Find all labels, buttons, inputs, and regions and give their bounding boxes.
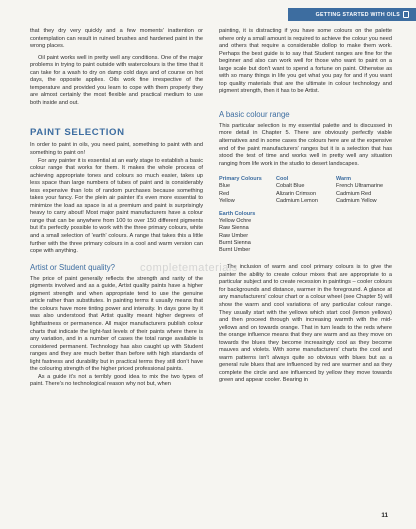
watermark: completematerials — [140, 262, 238, 274]
left-column — [30, 28, 203, 389]
left-paragraph-6: As a guide it's not a terribly good idea to mix the two types of paint. There's no technological reason why not but, when — [30, 373, 203, 388]
left-paragraph-1: that they dry very quickly and a few moments' inattention or contemplation can result in ruined brushes and hardened paint in the wrong places. — [30, 28, 203, 50]
running-head-text: GETTING STARTED WITH OILS — [315, 11, 400, 18]
left-paragraph-2: Oil paint works well in pretty well any conditions. One of the major problems in trying to paint outside with watercolours is the time that it can take for a wash to dry on damp cold days and of course on hot days, the opposite applies. Oils work fine irrespective of the temperature and provided you learn to cope with them properly they are almost certainly the most flexible and practical medium to use both inside and out. — [30, 54, 203, 106]
palette-header-warm: Warm — [336, 176, 352, 183]
palette-cell: Cadmium Yellow — [336, 197, 377, 204]
palette-header-primary: Primary Colours — [219, 176, 262, 183]
palette-cell: Blue — [219, 183, 231, 190]
palette-table — [219, 176, 392, 205]
subsection-title-colour-range: A basic colour range — [219, 109, 290, 119]
palette-cell: Cobalt Blue — [276, 183, 305, 190]
earth-colour-item: Raw Umber — [219, 232, 249, 239]
earth-colour-item: Yellow Ochre — [219, 218, 252, 225]
palette-cell: Alizarin Crimson — [276, 190, 317, 197]
right-paragraph-3: The inclusion of warm and cool primary colours is to give the painter the ability to create colour mixes that are appropriate to a particular subject and to create recession in paintings – cooler colours for backgrounds and distance, warmer in the foreground. A glance at any manufacturers' colour chart or a colour wheel (see Chapter 5) will show the warm and cool variations of any particular colour range. They usually start with the yellows which start cool (lemon yellows) and then proceed through with increasing warmth with the mid-yellows and on towards orange. That in turn leads to the reds where the orange influence means that they are warm and as they move on towards the blues they become increasingly cool as they become mauves and violets. With some manufacturers' charts the cool and warm patterns isn't always quite so obvious with blues but as a general rule blues that are influenced by red are warmer and as they complete the circle and are influenced by yellow they move towards green and appear cooler. Bearing in — [219, 264, 392, 384]
book-icon — [403, 11, 409, 18]
palette-cell: Yellow — [219, 197, 235, 204]
running-head — [288, 8, 416, 21]
palette-cell: Cadmium Lemon — [276, 197, 318, 204]
page-number: 11 — [381, 512, 388, 519]
earth-colour-item: Burnt Umber — [219, 247, 251, 254]
subsection-title-quality: Artist or Student quality? — [30, 262, 115, 272]
palette-cell: French Ultramarine — [336, 183, 384, 190]
earth-colours-list — [219, 211, 392, 254]
palette-header-cool: Cool — [276, 176, 289, 183]
palette-cell: Red — [219, 190, 230, 197]
left-paragraph-4: For any painter it is essential at an early stage to establish a basic colour range that works for them. It makes the whole process of achieving appropriate tones and colours so much easier, takes up less space than large numbers of tubes of paint and is considerably less expensive than lots of random purchases because something takes your fancy. For the plein air painter it's even more essential to minimize the load as space is at a premium and paint is surprisingly heavy to carry about! Most major paint manufacturers have a colour range that can be anywhere from 100 to over 150 different pigments but it's perfectly possible to work with the three primary colours, white and a small selection of 'earth' colours. A range that takes this a little further with the three primary colours in a cool and warm version can cope with anything. — [30, 157, 203, 255]
section-title: PAINT SELECTION — [30, 127, 125, 139]
earth-colours-header: Earth Colours — [219, 211, 256, 218]
right-paragraph-2: This particular selection is my essential palette and is discussed in more detail in Chapter 5. There are obviously perfectly viable alternatives and in some cases the colours here are at the expensive end of the paint manufacturers' ranges but it is a selection that has stood the test of time and works well in pretty well any situation ranging from life work in the studio to desert landscapes. — [219, 122, 392, 167]
right-paragraph-1: painting, it is distracting if you have some colours on the palette where only a small amount is required to achieve the colour you need and others that require a considerable dollop to make them work. Perhaps the best guide is to say that Student ranges are fine for the beginner and also can work well for those who want to paint on a large scale but don't want to spend a fortune on paint. Otherwise as with so many things in life you get what you pay for and if you want top quality materials that are the ultimate in colour technology and pigment strength, then it has to be Artist. — [219, 28, 392, 95]
earth-colour-item: Burnt Sienna — [219, 239, 251, 246]
earth-colour-item: Raw Sienna — [219, 225, 249, 232]
left-paragraph-5: The price of paint generally reflects the strength and rarity of the pigments involved and as a guide, Artist quality paints have a higher pigment strength and when appropriate tend to use the genuine article rather than substitutes. In painting terms it usually means that the colours have more tinting power and intensity. In days gone by it was also understood that Artist quality meant higher degrees of lightfastness or permanence. All major manufacturers publish colour charts that indicate the light-fast levels of their paints where there is any variation, and in a number of cases the total range available is considered permanent. Technology has also caught up with Student ranges and they are much better than before with high standards of light fastness and durability but in practical terms they still don't have the colouring strength of the higher priced professional paints. — [30, 275, 203, 373]
palette-cell: Cadmium Red — [336, 190, 372, 197]
right-column — [219, 28, 392, 385]
left-paragraph-3: In order to paint in oils, you need paint, something to paint with and something to paint on! — [30, 142, 203, 157]
